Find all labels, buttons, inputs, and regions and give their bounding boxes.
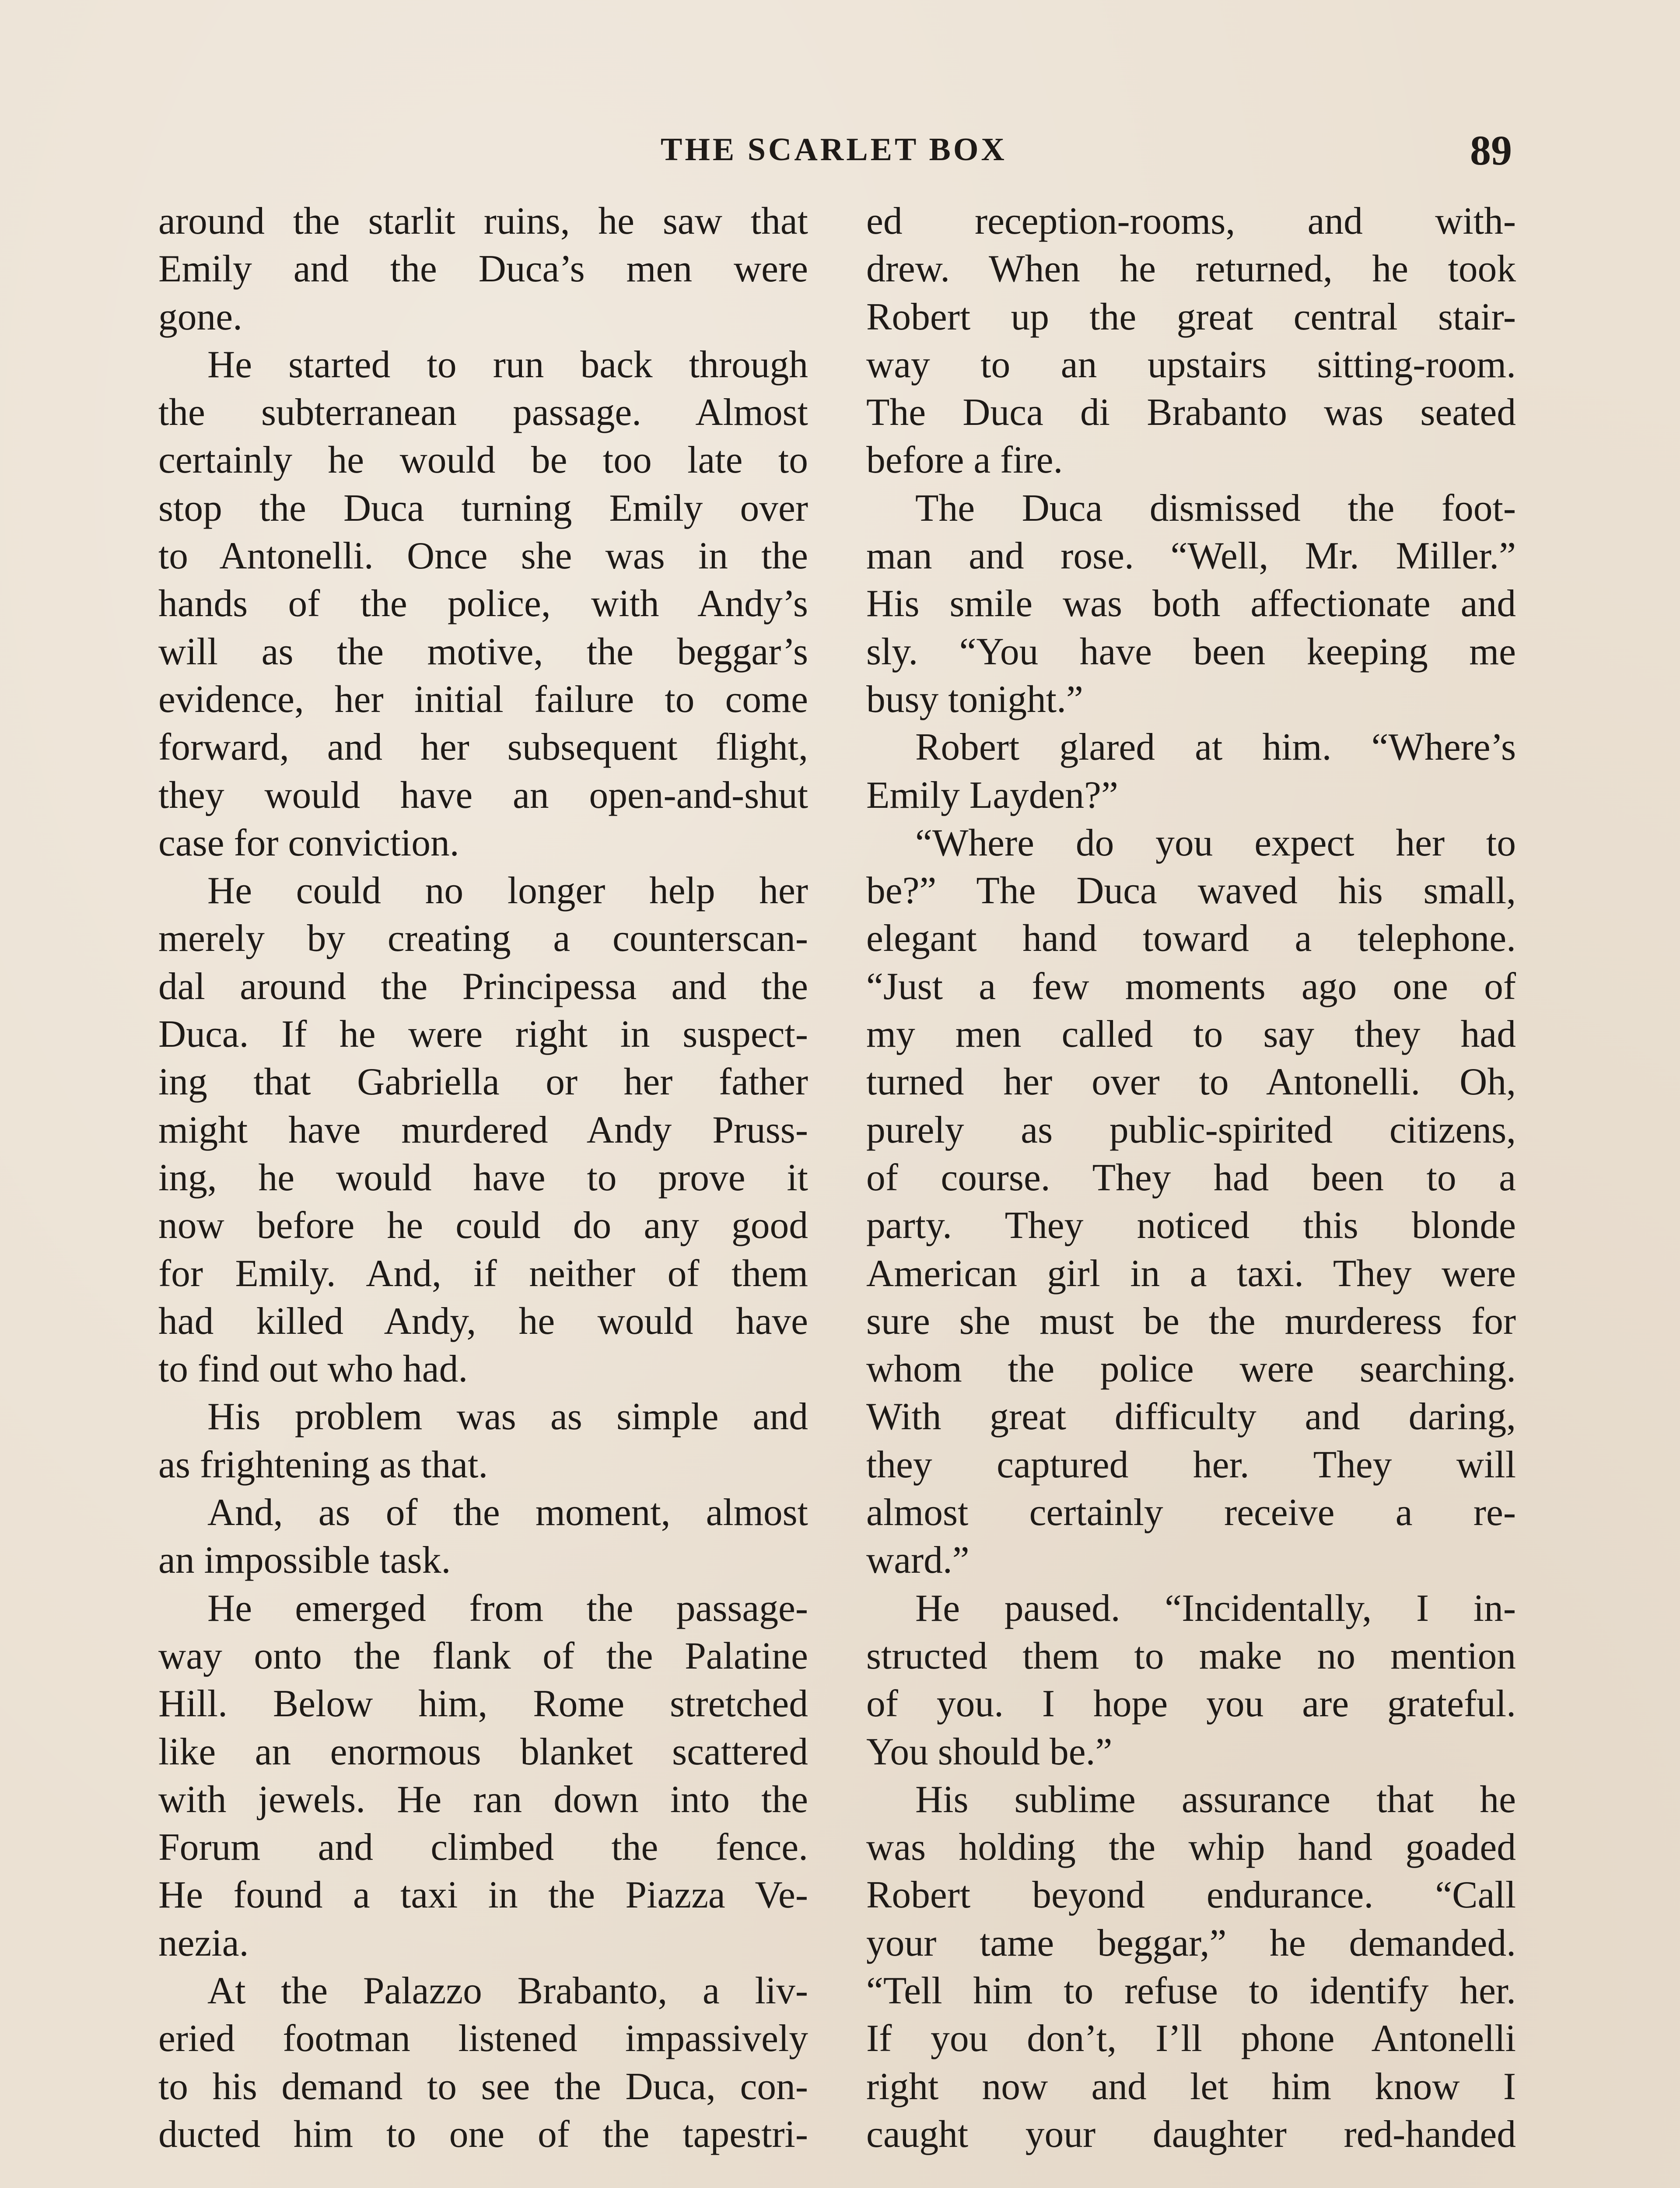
text-line: ward.”	[866, 1539, 970, 1581]
text-line: With great difficulty and daring,	[866, 1395, 1516, 1438]
text-line: “Tell him to refuse to identify her.	[866, 1969, 1516, 2012]
text-line: to find out who had.	[158, 1347, 468, 1390]
text-line: had killed Andy, he would have	[158, 1299, 808, 1342]
text-line: At the Palazzo Brabanto, a liv-	[207, 1969, 808, 2012]
text-line: He could no longer help her	[207, 869, 808, 912]
text-line: American girl in a taxi. They were	[866, 1252, 1516, 1294]
page-number: 89	[1470, 127, 1512, 174]
text-line: Forum and climbed the fence.	[158, 1826, 808, 1869]
text-line: And, as of the moment, almost	[207, 1491, 808, 1534]
text-line: as frightening as that.	[158, 1443, 488, 1486]
text-line: of you. I hope you are grateful.	[866, 1682, 1516, 1725]
text-line: sly. “You have been keeping me	[866, 630, 1516, 673]
text-line: The Duca di Brabanto was seated	[866, 391, 1516, 434]
text-line: “Just a few moments ago one of	[866, 964, 1516, 1007]
text-line: elegant hand toward a telephone.	[866, 917, 1516, 960]
text-line: they captured her. They will	[866, 1443, 1516, 1486]
text-line: eried footman listened impassively	[158, 2017, 808, 2060]
text-line: way onto the flank of the Palatine	[158, 1634, 808, 1677]
text-line: turned her over to Antonelli. Oh,	[866, 1060, 1516, 1103]
text-line: His sublime assurance that he	[915, 1778, 1516, 1820]
text-line: whom the police were searching.	[866, 1347, 1516, 1390]
text-line: He found a taxi in the Piazza Ve-	[158, 1873, 808, 1916]
text-line: way to an upstairs sitting-room.	[866, 343, 1516, 386]
text-line: Duca. If he were right in suspect-	[158, 1013, 808, 1055]
text-line: like an enormous blanket scattered	[158, 1730, 808, 1773]
running-title: THE SCARLET BOX	[661, 132, 1007, 168]
text-line: right now and let him know I	[866, 2065, 1516, 2107]
text-line: almost certainly receive a re-	[866, 1491, 1516, 1534]
text-line: busy tonight.”	[866, 677, 1083, 720]
text-line: was holding the whip hand goaded	[866, 1826, 1516, 1869]
text-line: forward, and her subsequent flight,	[158, 726, 808, 768]
text-line: Robert glared at him. “Where’s	[915, 726, 1516, 768]
text-line: He emerged from the passage-	[207, 1586, 808, 1629]
text-line: before a fire.	[866, 438, 1063, 481]
text-line: to Antonelli. Once she was in the	[158, 534, 808, 577]
text-line: sure she must be the murderess for	[866, 1299, 1516, 1342]
text-line: for Emily. And, if neither of them	[158, 1252, 808, 1294]
text-line: my men called to say they had	[866, 1013, 1516, 1055]
text-line: party. They noticed this blonde	[866, 1204, 1516, 1247]
text-line: your tame beggar,” he demanded.	[866, 1921, 1516, 1964]
text-line: stop the Duca turning Emily over	[158, 486, 808, 529]
text-line: He started to run back through	[207, 343, 808, 386]
text-line: might have murdered Andy Pruss-	[158, 1108, 808, 1151]
text-line: Emily and the Duca’s men were	[158, 247, 808, 290]
text-line: If you don’t, I’ll phone Antonelli	[866, 2017, 1516, 2060]
text-line: Emily Layden?”	[866, 773, 1118, 816]
text-line: to his demand to see the Duca, con-	[158, 2065, 808, 2107]
text-line: ing that Gabriella or her father	[158, 1060, 808, 1103]
text-line: Hill. Below him, Rome stretched	[158, 1682, 808, 1725]
text-line: caught your daughter red-handed	[866, 2112, 1516, 2155]
text-line: case for conviction.	[158, 821, 459, 864]
text-line: The Duca dismissed the foot-	[915, 486, 1516, 529]
text-line: they would have an open-and-shut	[158, 773, 808, 816]
text-line: an impossible task.	[158, 1539, 451, 1581]
text-line: merely by creating a counterscan-	[158, 917, 808, 960]
text-line: ed reception-rooms, and with-	[866, 200, 1516, 242]
text-line: dal around the Principessa and the	[158, 964, 808, 1007]
text-line: with jewels. He ran down into the	[158, 1778, 808, 1820]
text-line: His problem was as simple and	[207, 1395, 808, 1438]
text-line: purely as public-spirited citizens,	[866, 1108, 1516, 1151]
text-line: “Where do you expect her to	[915, 821, 1516, 864]
text-line: hands of the police, with Andy’s	[158, 582, 808, 625]
text-line: will as the motive, the beggar’s	[158, 630, 808, 673]
text-line: ing, he would have to prove it	[158, 1156, 808, 1199]
text-column-right	[866, 197, 1516, 2158]
text-line: His smile was both affectionate and	[866, 582, 1516, 625]
text-line: You should be.”	[866, 1730, 1113, 1773]
text-line: He paused. “Incidentally, I in-	[915, 1586, 1516, 1629]
text-line: ducted him to one of the tapestri-	[158, 2112, 808, 2155]
text-line: now before he could do any good	[158, 1204, 808, 1247]
text-line: gone.	[158, 295, 242, 338]
text-line: Robert beyond endurance. “Call	[866, 1873, 1516, 1916]
text-column-left	[158, 197, 808, 2158]
text-line: structed them to make no mention	[866, 1634, 1516, 1677]
text-line: of course. They had been to a	[866, 1156, 1516, 1199]
text-line: certainly he would be too late to	[158, 438, 808, 481]
text-line: man and rose. “Well, Mr. Miller.”	[866, 534, 1516, 577]
text-line: drew. When he returned, he took	[866, 247, 1516, 290]
text-line: around the starlit ruins, he saw that	[158, 200, 808, 242]
text-line: Robert up the great central stair-	[866, 295, 1516, 338]
text-line: the subterranean passage. Almost	[158, 391, 808, 434]
text-line: be?” The Duca waved his small,	[866, 869, 1516, 912]
text-line: evidence, her initial failure to come	[158, 677, 808, 720]
text-line: nezia.	[158, 1921, 249, 1964]
